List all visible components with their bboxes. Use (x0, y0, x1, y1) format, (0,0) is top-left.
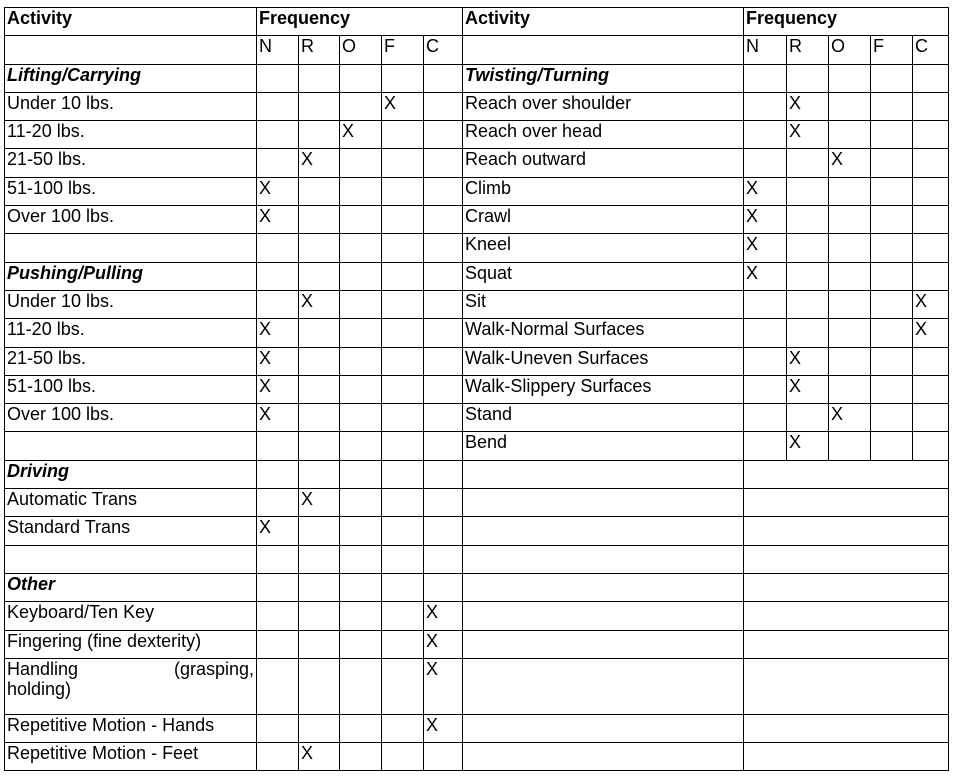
empty-cell (463, 743, 744, 771)
empty-cell (463, 489, 744, 517)
frequency-cell (871, 290, 913, 318)
activity-label: Bend (463, 432, 744, 460)
frequency-cell (340, 743, 382, 771)
frequency-cell (257, 602, 299, 630)
frequency-mark: X (829, 149, 871, 177)
frequency-cell (744, 149, 787, 177)
frequency-cell (424, 64, 463, 92)
activity-label: Repetitive Motion - Feet (5, 743, 257, 771)
frequency-cell (299, 347, 340, 375)
frequency-cell (340, 64, 382, 92)
frequency-cell (382, 743, 424, 771)
table-row (5, 545, 949, 573)
section-label: Other (5, 573, 257, 601)
activity-label: Reach over shoulder (463, 92, 744, 120)
table-row (5, 92, 949, 120)
frequency-cell (913, 64, 949, 92)
frequency-cell (257, 262, 299, 290)
frequency-cell (744, 64, 787, 92)
frequency-cell (871, 319, 913, 347)
level-header-row (5, 36, 949, 64)
frequency-cell (340, 234, 382, 262)
activity-label: Under 10 lbs. (5, 92, 257, 120)
empty-cell (744, 630, 949, 658)
activity-label: Walk-Slippery Surfaces (463, 375, 744, 403)
frequency-cell (257, 545, 299, 573)
frequency-cell (299, 262, 340, 290)
frequency-cell (913, 234, 949, 262)
frequency-cell (787, 234, 829, 262)
frequency-cell (340, 714, 382, 742)
activity-label: 51-100 lbs. (5, 375, 257, 403)
frequency-cell (382, 714, 424, 742)
frequency-cell (257, 432, 299, 460)
activity-label: 21-50 lbs. (5, 149, 257, 177)
frequency-mark: X (787, 92, 829, 120)
activity-label: Under 10 lbs. (5, 290, 257, 318)
frequency-cell (871, 262, 913, 290)
frequency-cell (744, 121, 787, 149)
frequency-cell (424, 460, 463, 488)
empty-cell (744, 714, 949, 742)
activity-label: Stand (463, 404, 744, 432)
frequency-mark: X (787, 347, 829, 375)
frequency-cell (871, 121, 913, 149)
frequency-cell (382, 234, 424, 262)
table-row (5, 64, 949, 92)
activity-label: Walk-Normal Surfaces (463, 319, 744, 347)
frequency-mark: X (257, 517, 299, 545)
frequency-mark: X (424, 658, 463, 714)
empty-cell (463, 714, 744, 742)
frequency-cell (257, 489, 299, 517)
frequency-mark: X (299, 489, 340, 517)
level-header: O (340, 36, 382, 64)
frequency-cell (829, 319, 871, 347)
header-row (5, 8, 949, 36)
section-label: Lifting/Carrying (5, 64, 257, 92)
frequency-cell (744, 404, 787, 432)
activity-label: Reach over head (463, 121, 744, 149)
frequency-cell (382, 121, 424, 149)
frequency-cell (299, 517, 340, 545)
frequency-cell (424, 319, 463, 347)
empty-cell (463, 573, 744, 601)
table-row (5, 319, 949, 347)
frequency-cell (829, 206, 871, 234)
empty-cell (744, 573, 949, 601)
frequency-cell (299, 545, 340, 573)
frequency-cell (744, 92, 787, 120)
frequency-cell (871, 206, 913, 234)
table-row (5, 177, 949, 205)
frequency-cell (299, 658, 340, 714)
frequency-cell (257, 630, 299, 658)
frequency-table (4, 7, 949, 771)
frequency-mark: X (257, 206, 299, 234)
frequency-mark: X (382, 92, 424, 120)
empty-cell (744, 545, 949, 573)
frequency-cell (299, 573, 340, 601)
frequency-cell (257, 290, 299, 318)
activity-label: Fingering (fine dexterity) (5, 630, 257, 658)
frequency-cell (424, 177, 463, 205)
frequency-cell (340, 432, 382, 460)
table-row (5, 573, 949, 601)
activity-label: Keyboard/Ten Key (5, 602, 257, 630)
frequency-mark: X (744, 206, 787, 234)
frequency-mark: X (744, 177, 787, 205)
frequency-mark: X (787, 375, 829, 403)
frequency-cell (424, 517, 463, 545)
frequency-cell (340, 630, 382, 658)
activity-label: Standard Trans (5, 517, 257, 545)
empty-cell (463, 36, 744, 64)
empty-cell (744, 460, 949, 488)
frequency-cell (299, 714, 340, 742)
frequency-cell (299, 319, 340, 347)
empty-cell (744, 743, 949, 771)
frequency-cell (424, 432, 463, 460)
frequency-cell (382, 64, 424, 92)
frequency-cell (871, 149, 913, 177)
level-header: C (913, 36, 949, 64)
frequency-cell (829, 177, 871, 205)
frequency-cell (340, 573, 382, 601)
frequency-cell (257, 743, 299, 771)
frequency-cell (340, 319, 382, 347)
frequency-cell (424, 404, 463, 432)
frequency-mark: X (257, 347, 299, 375)
frequency-cell (424, 545, 463, 573)
frequency-cell (913, 404, 949, 432)
table-row (5, 460, 949, 488)
empty-cell (5, 234, 257, 262)
frequency-mark: X (299, 149, 340, 177)
frequency-cell (744, 375, 787, 403)
frequency-cell (382, 432, 424, 460)
frequency-cell (829, 262, 871, 290)
frequency-cell (382, 262, 424, 290)
activity-label: Repetitive Motion - Hands (5, 714, 257, 742)
frequency-cell (787, 319, 829, 347)
frequency-cell (382, 489, 424, 517)
frequency-cell (299, 432, 340, 460)
frequency-cell (299, 64, 340, 92)
activity-header: Activity (5, 8, 257, 36)
frequency-mark: X (744, 262, 787, 290)
frequency-cell (340, 290, 382, 318)
frequency-cell (871, 375, 913, 403)
empty-cell (463, 602, 744, 630)
frequency-cell (257, 460, 299, 488)
empty-cell (744, 517, 949, 545)
frequency-cell (299, 460, 340, 488)
table-row (5, 149, 949, 177)
frequency-cell (913, 149, 949, 177)
level-header: N (257, 36, 299, 64)
frequency-cell (424, 375, 463, 403)
empty-cell (463, 630, 744, 658)
frequency-cell (787, 177, 829, 205)
frequency-cell (340, 177, 382, 205)
frequency-mark: X (257, 375, 299, 403)
level-header: C (424, 36, 463, 64)
frequency-cell (382, 290, 424, 318)
activity-label (5, 658, 257, 714)
frequency-mark: X (299, 290, 340, 318)
frequency-cell (787, 206, 829, 234)
frequency-mark: X (913, 319, 949, 347)
level-header: F (871, 36, 913, 64)
frequency-cell (913, 121, 949, 149)
level-header: R (787, 36, 829, 64)
frequency-cell (340, 404, 382, 432)
frequency-cell (382, 630, 424, 658)
frequency-cell (340, 489, 382, 517)
frequency-cell (829, 375, 871, 403)
table-row (5, 375, 949, 403)
frequency-cell (744, 290, 787, 318)
frequency-cell (871, 347, 913, 375)
frequency-cell (913, 92, 949, 120)
frequency-cell (424, 743, 463, 771)
frequency-cell (382, 404, 424, 432)
frequency-cell (829, 347, 871, 375)
table-row (5, 517, 949, 545)
level-header: F (382, 36, 424, 64)
table-row (5, 658, 949, 714)
frequency-cell (299, 206, 340, 234)
section-label: Driving (5, 460, 257, 488)
frequency-cell (787, 64, 829, 92)
frequency-mark: X (787, 121, 829, 149)
frequency-cell (340, 460, 382, 488)
frequency-cell (299, 630, 340, 658)
activity-label: Sit (463, 290, 744, 318)
frequency-cell (787, 149, 829, 177)
frequency-cell (382, 319, 424, 347)
empty-cell (5, 432, 257, 460)
frequency-cell (787, 290, 829, 318)
frequency-cell (871, 432, 913, 460)
table-row (5, 404, 949, 432)
frequency-cell (340, 545, 382, 573)
frequency-cell (424, 290, 463, 318)
frequency-cell (340, 206, 382, 234)
empty-cell (5, 545, 257, 573)
frequency-cell (382, 602, 424, 630)
activity-label-word: Handling (7, 658, 79, 679)
frequency-cell (257, 714, 299, 742)
frequency-cell (257, 92, 299, 120)
frequency-cell (340, 347, 382, 375)
activity-label: Over 100 lbs. (5, 206, 257, 234)
frequency-cell (871, 64, 913, 92)
frequency-cell (340, 92, 382, 120)
table-body (5, 8, 949, 771)
frequency-cell (299, 177, 340, 205)
frequency-cell (744, 347, 787, 375)
frequency-cell (424, 347, 463, 375)
empty-cell (463, 545, 744, 573)
table-row (5, 290, 949, 318)
frequency-cell (913, 432, 949, 460)
table-row (5, 602, 949, 630)
table-row (5, 206, 949, 234)
frequency-cell (913, 177, 949, 205)
section-label: Twisting/Turning (463, 64, 744, 92)
frequency-cell (829, 121, 871, 149)
frequency-cell (382, 573, 424, 601)
frequency-cell (382, 375, 424, 403)
frequency-cell (340, 517, 382, 545)
frequency-cell (871, 234, 913, 262)
frequency-cell (424, 234, 463, 262)
table-row (5, 262, 949, 290)
frequency-cell (382, 658, 424, 714)
frequency-cell (829, 92, 871, 120)
activity-label: Walk-Uneven Surfaces (463, 347, 744, 375)
frequency-cell (340, 602, 382, 630)
frequency-cell (299, 92, 340, 120)
empty-cell (5, 36, 257, 64)
frequency-cell (829, 234, 871, 262)
frequency-mark: X (340, 121, 382, 149)
frequency-mark: X (257, 319, 299, 347)
frequency-mark: X (829, 404, 871, 432)
frequency-cell (299, 602, 340, 630)
activity-label: Climb (463, 177, 744, 205)
frequency-header: Frequency (744, 8, 949, 36)
frequency-cell (787, 404, 829, 432)
frequency-cell (257, 64, 299, 92)
activity-label: Automatic Trans (5, 489, 257, 517)
frequency-cell (382, 460, 424, 488)
frequency-cell (299, 375, 340, 403)
frequency-cell (340, 375, 382, 403)
frequency-cell (829, 64, 871, 92)
frequency-cell (299, 234, 340, 262)
frequency-mark: X (257, 177, 299, 205)
activity-header: Activity (463, 8, 744, 36)
table-row (5, 347, 949, 375)
frequency-cell (299, 404, 340, 432)
frequency-cell (871, 177, 913, 205)
frequency-mark: X (913, 290, 949, 318)
level-header: R (299, 36, 340, 64)
empty-cell (463, 658, 744, 714)
frequency-cell (340, 149, 382, 177)
frequency-cell (382, 149, 424, 177)
level-header: N (744, 36, 787, 64)
activity-label: Kneel (463, 234, 744, 262)
frequency-cell (829, 432, 871, 460)
empty-cell (744, 658, 949, 714)
frequency-cell (382, 517, 424, 545)
frequency-mark: X (424, 714, 463, 742)
frequency-cell (340, 658, 382, 714)
table-row (5, 432, 949, 460)
frequency-mark: X (257, 404, 299, 432)
empty-cell (463, 460, 744, 488)
frequency-cell (382, 347, 424, 375)
frequency-cell (257, 121, 299, 149)
frequency-mark: X (787, 432, 829, 460)
frequency-cell (299, 121, 340, 149)
frequency-mark: X (299, 743, 340, 771)
frequency-cell (257, 149, 299, 177)
activity-label: Over 100 lbs. (5, 404, 257, 432)
frequency-cell (744, 319, 787, 347)
frequency-cell (424, 149, 463, 177)
table-row (5, 714, 949, 742)
frequency-cell (257, 573, 299, 601)
activity-label: 11-20 lbs. (5, 121, 257, 149)
frequency-cell (424, 489, 463, 517)
table-row (5, 121, 949, 149)
frequency-cell (787, 262, 829, 290)
table-row (5, 234, 949, 262)
frequency-cell (424, 262, 463, 290)
activity-label: Reach outward (463, 149, 744, 177)
empty-cell (744, 602, 949, 630)
activity-label-line (7, 659, 254, 679)
activity-label: 51-100 lbs. (5, 177, 257, 205)
level-header: O (829, 36, 871, 64)
empty-cell (463, 517, 744, 545)
activity-label: 11-20 lbs. (5, 319, 257, 347)
frequency-cell (913, 347, 949, 375)
frequency-cell (913, 375, 949, 403)
frequency-cell (424, 121, 463, 149)
frequency-cell (382, 177, 424, 205)
frequency-cell (424, 206, 463, 234)
frequency-cell (871, 92, 913, 120)
frequency-mark: X (424, 602, 463, 630)
frequency-cell (340, 262, 382, 290)
frequency-cell (257, 234, 299, 262)
empty-cell (744, 489, 949, 517)
frequency-header: Frequency (257, 8, 463, 36)
frequency-cell (744, 432, 787, 460)
frequency-cell (913, 262, 949, 290)
frequency-cell (257, 658, 299, 714)
frequency-cell (424, 573, 463, 601)
frequency-mark: X (744, 234, 787, 262)
table-row (5, 630, 949, 658)
frequency-cell (829, 290, 871, 318)
section-label: Pushing/Pulling (5, 262, 257, 290)
table-row (5, 743, 949, 771)
frequency-cell (871, 404, 913, 432)
frequency-cell (382, 545, 424, 573)
activity-label-word: (grasping, (173, 658, 254, 679)
activity-label: 21-50 lbs. (5, 347, 257, 375)
frequency-mark: X (424, 630, 463, 658)
frequency-cell (913, 206, 949, 234)
frequency-cell (424, 92, 463, 120)
table-row (5, 489, 949, 517)
frequency-cell (382, 206, 424, 234)
activity-label-line: holding) (7, 678, 72, 699)
activity-label: Squat (463, 262, 744, 290)
activity-label: Crawl (463, 206, 744, 234)
